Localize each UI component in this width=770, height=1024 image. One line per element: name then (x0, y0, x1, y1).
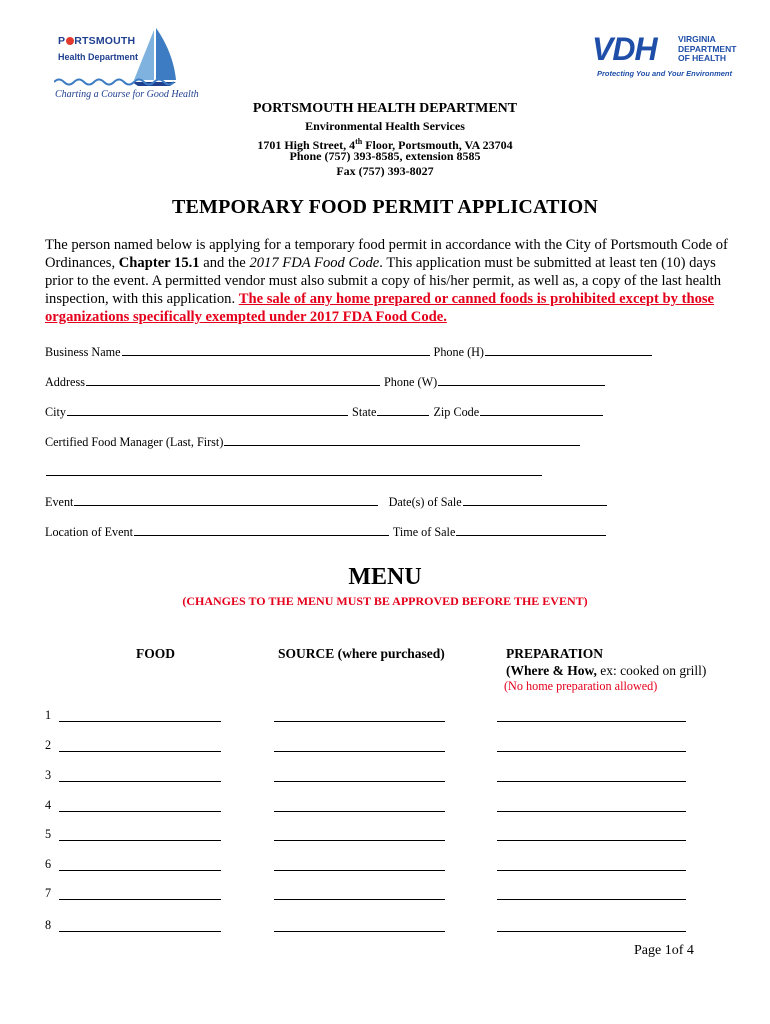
home-food-warning: The sale of any home prepared or canned foods is prohibited except by those organizations specifically exempted under 2017 FDA Food Code. (45, 291, 715, 325)
location-field[interactable] (134, 524, 389, 536)
phone-h-field[interactable] (485, 344, 652, 356)
cfm-field[interactable] (224, 434, 580, 446)
source-field[interactable] (274, 721, 445, 722)
menu-row (45, 768, 705, 784)
phone: Phone (757) 393-8585, extension 8585 (289, 149, 481, 163)
address-label: Address (45, 375, 85, 389)
zip-field[interactable] (480, 404, 603, 416)
menu-row-number: 7 (45, 886, 52, 900)
menu-note: (CHANGES TO THE MENU MUST BE APPROVED BEFORE THE EVENT) (182, 594, 588, 608)
menu-row-number: 1 (45, 708, 52, 722)
vdh-logo-abbr: VDH (592, 31, 657, 67)
menu-row-number: 4 (45, 798, 52, 812)
business-name-label: Business Name (45, 345, 121, 359)
source-field[interactable] (274, 840, 445, 841)
location-label: Location of Event (45, 525, 133, 539)
city-label: City (45, 405, 66, 419)
menu-row (45, 886, 705, 902)
division: Environmental Health Services (305, 119, 465, 133)
portsmouth-logo-tagline: Charting a Course for Good Health (55, 89, 199, 100)
food-field[interactable] (59, 721, 221, 722)
form-row-location (45, 524, 607, 540)
state-field[interactable] (377, 404, 429, 416)
food-field[interactable] (59, 840, 221, 841)
time-field[interactable] (456, 524, 606, 536)
address-field[interactable] (86, 374, 380, 386)
menu-title: MENU (348, 564, 422, 590)
food-field[interactable] (59, 870, 221, 871)
zip-label: Zip Code (433, 405, 480, 419)
form-row-business (45, 344, 653, 360)
preparation-field[interactable] (497, 721, 686, 722)
food-field[interactable] (59, 931, 221, 932)
food-field[interactable] (59, 811, 221, 812)
cfm-field-continued[interactable] (46, 464, 542, 476)
menu-row (45, 798, 705, 814)
form-row-address (45, 374, 606, 390)
event-label: Event (45, 495, 74, 509)
contact-block (0, 119, 770, 179)
phone-w-label: Phone (W) (384, 375, 438, 389)
address: 1701 High Street, 4th Floor, Portsmouth, VA 23704 (257, 137, 513, 152)
form-row-cfm-cont (45, 464, 543, 480)
business-name-field[interactable] (122, 344, 430, 356)
cfm-label: Certified Food Manager (Last, First) (45, 435, 224, 449)
intro-paragraph: The person named below is applying for a temporary food permit in accordance with the City of Portsmouth Code of Ordinances, Chapter 15.1 and the 2017 FDA Food Code. This application must be submitted at least ten (10) days prior to the event. A permitted vendor must also submit a copy of his/her permit, as well as, a copy of the last health inspection, with this application. The sale of any home prepared or canned foods is prohibited except by those organizations specifically exempted under 2017 FDA Food Code. (45, 237, 728, 325)
phone-w-field[interactable] (438, 374, 605, 386)
menu-row-number: 8 (45, 918, 52, 932)
portsmouth-logo (52, 28, 199, 103)
vdh-logo (592, 32, 742, 82)
menu-row (45, 918, 705, 934)
menu-row-number: 2 (45, 738, 52, 752)
waves-icon (54, 76, 174, 86)
portsmouth-logo-subtitle: Health Department (58, 52, 139, 62)
preparation-field[interactable] (497, 870, 686, 871)
source-field[interactable] (274, 751, 445, 752)
no-home-prep-note: (No home preparation allowed) (504, 679, 658, 693)
page-title: TEMPORARY FOOD PERMIT APPLICATION (171, 196, 599, 218)
preparation-field[interactable] (497, 751, 686, 752)
vdh-logo-department: VIRGINIA DEPARTMENT OF HEALTH (678, 34, 737, 63)
preparation-field[interactable] (497, 781, 686, 782)
dates-field[interactable] (463, 494, 607, 506)
source-field[interactable] (274, 811, 445, 812)
preparation-field[interactable] (497, 931, 686, 932)
source-field[interactable] (274, 781, 445, 782)
menu-row (45, 827, 705, 843)
form-row-city (45, 404, 604, 420)
state-label: State (352, 405, 377, 419)
dates-label: Date(s) of Sale (388, 495, 462, 509)
food-field[interactable] (59, 899, 221, 900)
form-row-cfm (45, 434, 581, 450)
menu-row-number: 5 (45, 827, 52, 841)
col-header-food: FOOD (136, 646, 175, 661)
menu-row-number: 6 (45, 857, 52, 871)
source-field[interactable] (274, 899, 445, 900)
menu-row-number: 3 (45, 768, 52, 782)
food-field[interactable] (59, 781, 221, 782)
org-name: PORTSMOUTH HEALTH DEPARTMENT (252, 101, 518, 116)
portsmouth-logo-name: P RTSMOUTH (58, 35, 136, 47)
preparation-field[interactable] (497, 840, 686, 841)
menu-row (45, 708, 705, 724)
vdh-logo-tagline: Protecting You and Your Environment (597, 69, 733, 78)
col-header-source: SOURCE (where purchased) (278, 646, 445, 661)
preparation-field[interactable] (497, 811, 686, 812)
col-header-preparation-detail: (Where & How, ex: cooked on grill) (506, 663, 707, 678)
menu-row (45, 857, 705, 873)
city-field[interactable] (67, 404, 348, 416)
phone-h-label: Phone (H) (433, 345, 484, 359)
form-row-event (45, 494, 608, 510)
col-header-preparation: PREPARATION (506, 646, 603, 661)
source-field[interactable] (274, 870, 445, 871)
time-label: Time of Sale (392, 525, 456, 539)
source-field[interactable] (274, 931, 445, 932)
event-field[interactable] (74, 494, 378, 506)
menu-row (45, 738, 705, 754)
page-number: Page 1of 4 (634, 943, 694, 958)
preparation-field[interactable] (497, 899, 686, 900)
fax: Fax (757) 393-8027 (336, 164, 434, 178)
food-field[interactable] (59, 751, 221, 752)
